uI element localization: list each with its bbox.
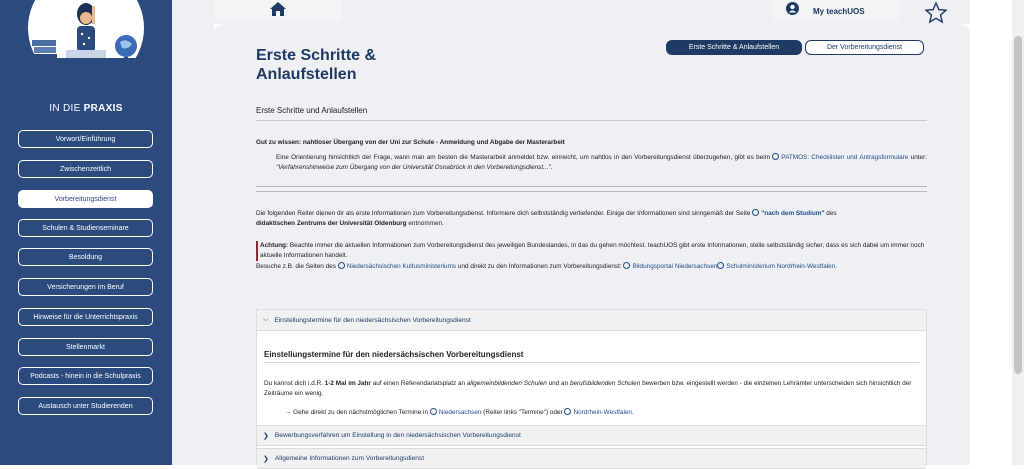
section-title: IN DIE PRAXIS	[49, 103, 123, 114]
link-icon	[564, 408, 571, 415]
my-teachuos-label: My teachUOS	[813, 6, 865, 16]
home-button[interactable]	[214, 0, 342, 22]
panel-arrow-line: → Gehe direkt zu den nächstmöglichen Termine in Niedersachsen (Reiter links "Termine") oder Nordrhein-Westfalen.	[285, 409, 634, 416]
sidebar-item-stellenmarkt[interactable]: Stellenmarkt	[18, 338, 153, 356]
bildungsportal-link[interactable]: Bildungsportal Niedersachsen	[623, 263, 717, 270]
kultusministerium-link[interactable]: Niedersächsischen Kultusministeriums	[338, 263, 456, 270]
link-icon	[623, 262, 630, 269]
tab-vorbereitungsdienst[interactable]: Der Vorbereitungsdienst	[805, 40, 924, 55]
teacher-illustration	[28, 0, 144, 90]
tip-paragraph: Eine Orientierung hinsichtlich der Frage, wann man am besten die Masterarbeit anmeldet bzw. einreicht, um nahtlos in den Vorbereitungsdienst überzugehen, gibt es beim PATMOS: Checklisten und Antragsformulare unter: "Verfahrenshinweise zum Übergang von der Universität Osnabrück in den Vorbereitungsdienst...".	[276, 154, 928, 171]
panel-title: Einstellungstermine für den niedersächsischen Vorbereitungsdienst	[264, 350, 524, 359]
intro-paragraph: Die folgenden Reiter dienen dir als erste Informationen zum Vorbereitungsdienst. Informiere dich selbstständig vertiefender. Einige der Informationen sind sinngemäß der Seite "nach dem Studium" des didaktischen Zentrums der Universität Oldenburg entnommen.	[256, 210, 837, 227]
niedersachsen-link[interactable]: Niedersachsen	[430, 409, 482, 416]
sidebar-item-podcasts[interactable]: Podcasts - hinein in die Schulpraxis	[18, 367, 153, 385]
sidebar	[0, 0, 172, 465]
divider	[256, 186, 927, 187]
section-subheading: Erste Schritte und Anlaufstellen	[256, 106, 368, 115]
my-teachuos-button[interactable]	[772, 0, 900, 22]
user-icon	[786, 2, 799, 20]
accordion-header-einstellungstermine[interactable]: ⌵ Einstellungstermine für den niedersächsischen Vorbereitungsdienst	[257, 310, 926, 331]
panel-paragraph: Du kannst dich i.d.R. 1-2 Mal im Jahr auf einen Referendariatsplatz an allgemeinbildenden Schulen und an berufsbildenden Schulen bewerben bzw. eingestellt werden - die einzelnen Lehrämter unterscheiden sich hinsichtlich der Zeiträume ein wenig.	[264, 380, 912, 397]
sidebar-item-versicherungen[interactable]: Versicherungen im Beruf	[18, 278, 153, 296]
chevron-right-icon: ❯	[263, 432, 269, 440]
link-icon	[772, 153, 779, 160]
visit-paragraph: Besuche z.B. die Seiten des Niedersächsischen Kultusministeriums und direkt zu den Informationen zum Vorbereitungsdienst: Bildungsportal Niedersachsen Schulministerium Nordrhein-Westfalen.	[256, 263, 838, 270]
scrollbar-thumb[interactable]	[1014, 36, 1022, 374]
tip-title: Gut zu wissen: nahtloser Übergang von der Uni zur Schule - Anmeldung und Abgabe der Masterarbeit	[256, 139, 565, 146]
sidebar-item-austausch[interactable]: Austausch unter Studierenden	[18, 397, 153, 415]
chevron-down-icon: ⌵	[263, 316, 269, 323]
tab-erste-schritte[interactable]: Erste Schritte & Anlaufstellen	[666, 40, 802, 55]
sidebar-item-zwischenzeitlich[interactable]: Zwischenzeitlich	[18, 160, 153, 178]
accordion-header-allgemeine-infos[interactable]: ❯ Allgemeine Informationen zum Vorbereitungsdienst	[257, 448, 926, 469]
link-icon	[717, 262, 724, 269]
sidebar-item-vorwort[interactable]: Vorwort/Einführung	[18, 130, 153, 148]
page-gutter	[172, 0, 214, 465]
divider	[256, 191, 927, 192]
accordion-header-bewerbungsverfahren[interactable]: ❯ Bewerbungsverfahren um Einstellung in den niedersächsischen Vorbereitungsdienst	[257, 425, 926, 446]
schulministerium-nrw-link[interactable]: Schulministerium Nordrhein-Westfalen	[717, 263, 835, 270]
warning-paragraph: Achtung: Beachte immer die aktuellen Informationen zum Vorbereitungsdienst des jeweiligen Bundeslandes, in das du gehen möchtest. teachUOS gibt erste Informationen, stelle selbstständig sicher, dass es sich dabei um immer noch aktuelle Informationen handelt.	[256, 241, 927, 261]
divider	[264, 362, 919, 363]
link-icon	[338, 262, 345, 269]
page-title: Erste Schritte & Anlaufstellen	[256, 47, 377, 83]
divider	[256, 120, 927, 121]
nrw-link[interactable]: Nordrhein-Westfalen	[564, 409, 632, 416]
link-icon	[430, 408, 437, 415]
nach-dem-studium-link[interactable]: "nach dem Studium"	[752, 210, 824, 217]
sidebar-item-unterrichtspraxis[interactable]: Hinweise für die Unterrichtspraxis	[18, 308, 153, 326]
chevron-right-icon: ❯	[263, 455, 269, 463]
accordion	[256, 309, 927, 465]
link-icon	[752, 209, 759, 216]
sidebar-item-besoldung[interactable]: Besoldung	[18, 248, 153, 266]
patmos-link[interactable]: PATMOS: Checklisten und Antragsformulare	[772, 154, 908, 161]
sidebar-item-schulen[interactable]: Schulen & Studienseminare	[18, 219, 153, 237]
home-icon	[270, 2, 286, 21]
right-margin	[970, 0, 1012, 465]
sidebar-item-vorbereitungsdienst[interactable]: Vorbereitungsdienst	[18, 190, 153, 208]
